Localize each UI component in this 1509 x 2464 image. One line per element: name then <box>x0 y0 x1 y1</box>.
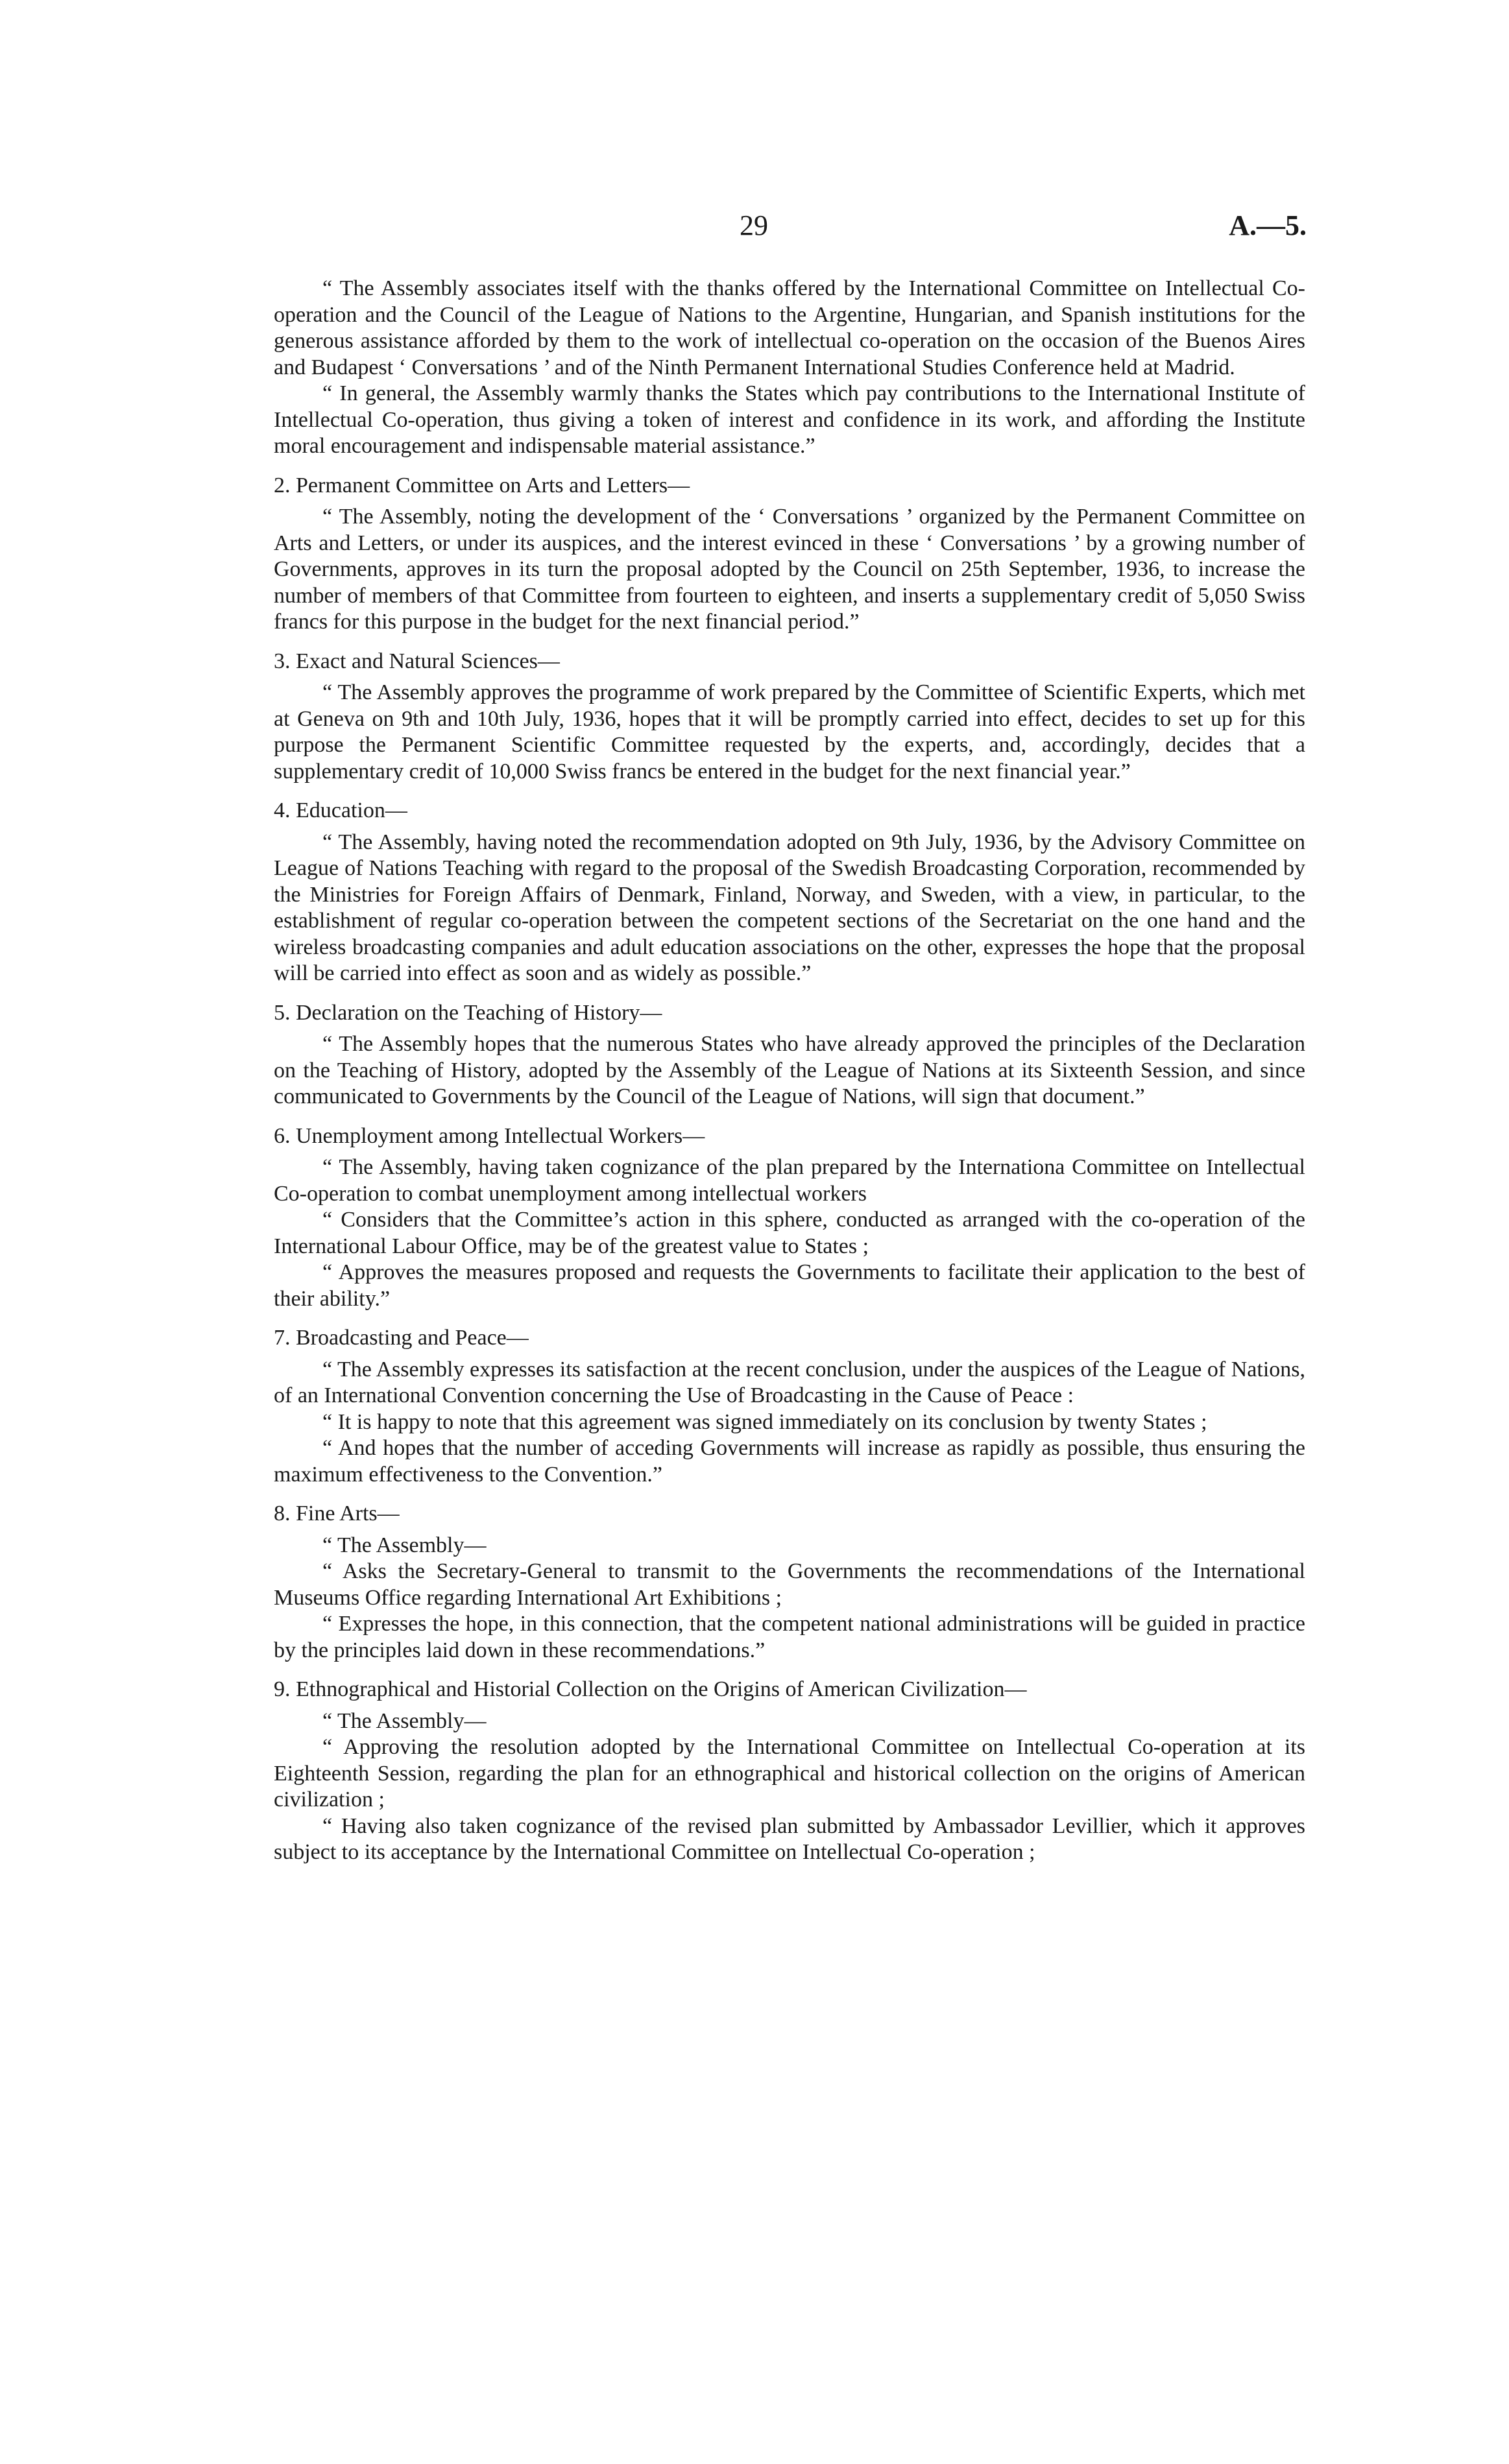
resolution-paragraph: “ Approving the resolution adopted by the International Committee on Intellectual Co-operation at its Eighteenth Session, regarding the plan for an ethnographical and historical collection on the origins of American civilization ; <box>274 1735 1305 1812</box>
resolution-paragraph: “ It is happy to note that this agreement was signed immediately on its conclusion by twenty States ; <box>322 1409 1207 1434</box>
resolution-paragraph: “ The Assembly, having taken cognizance of the plan prepared by the Internationa Committee on Intellectual Co-operation to combat unemployment among intellectual workers <box>274 1155 1305 1206</box>
section-number: 2. <box>274 473 291 497</box>
section-heading <box>274 473 1305 499</box>
section-title: Education— <box>296 798 407 822</box>
resolution-paragraph: “ Expresses the hope, in this connection, that the competent national administrations will be guided in practice by the principles laid down in these recommendations.” <box>274 1612 1305 1662</box>
section-permanent-committee-arts-letters <box>274 473 1305 636</box>
resolution-paragraph: “ The Assembly, noting the development of the ‘ Conversations ’ organized by the Permanent Committee on Arts and Letters, or under its auspices, and the interest evinced in these ‘ Conversations ’ by a growing number of Governments, approves in its turn the proposal adopted by the Council on 25th September, 1936, to increase the number of members of that Committee from fourteen to eighteen, and inserts a supplementary credit of 5,050 Swiss francs for this purpose in the budget for the next financial period.” <box>274 505 1305 634</box>
section-title: Exact and Natural Sciences— <box>296 649 560 673</box>
resolution-paragraph: “ The Assembly— <box>322 1533 487 1557</box>
section-heading <box>274 798 1305 824</box>
section-exact-natural-sciences <box>274 649 1305 785</box>
intro-paragraph: “ The Assembly associates itself with the thanks offered by the International Committee on Intellectual Co-operation and the Council of the League of Nations to the Argentine, Hungarian, and Spanish institutions for the generous assistance afforded by them to the work of intellectual co-operation on the occasion of the Buenos Aires and Budapest ‘ Conversations ’ and of the Ninth Permanent International Studies Conference held at Madrid. <box>274 276 1305 379</box>
resolution-paragraph: “ The Assembly hopes that the numerous States who have already approved the principles of the Declaration on the Teaching of History, adopted by the Assembly of the League of Nations at its Sixteenth Session, and since communicated to Governments by the Council of the League of Nations, will sign that document.” <box>274 1032 1305 1108</box>
section-unemployment-intellectual-workers <box>274 1123 1305 1313</box>
section-number: 5. <box>274 1000 291 1025</box>
section-title: Unemployment among Intellectual Workers— <box>296 1123 705 1148</box>
section-number: 8. <box>274 1501 291 1525</box>
section-teaching-of-history <box>274 1000 1305 1110</box>
section-title: Ethnographical and Historial Collection on the Origins of American Civilization— <box>296 1677 1027 1701</box>
page-number: 29 <box>740 209 768 241</box>
section-title: Declaration on the Teaching of History— <box>296 1000 662 1025</box>
section-number: 4. <box>274 798 291 822</box>
section-heading <box>274 1677 1305 1703</box>
resolution-paragraph: “ Approves the measures proposed and requests the Governments to facilitate their application to the best of their ability.” <box>274 1260 1305 1311</box>
section-heading <box>274 1000 1305 1027</box>
resolution-paragraph: “ The Assembly, having noted the recommendation adopted on 9th July, 1936, by the Advisory Committee on League of Nations Teaching with regard to the proposal of the Swedish Broadcasting Corporation, recommended by the Ministries for Foreign Affairs of Denmark, Finland, Norway, and Sweden, with a view, in particular, to the establishment of regular co-operation between the competent sections of the Secretariat on the one hand and the wireless broadcasting companies and adult education associations on the other, expresses the hope that the proposal will be carried into effect as soon and as widely as possible.” <box>274 830 1305 985</box>
document-body <box>274 276 1305 1866</box>
section-number: 6. <box>274 1123 291 1148</box>
section-title: Fine Arts— <box>296 1501 400 1525</box>
section-heading <box>274 1325 1305 1352</box>
section-education <box>274 798 1305 987</box>
section-heading <box>274 649 1305 675</box>
section-title: Broadcasting and Peace— <box>296 1326 529 1350</box>
section-ethnographical-historical-collection <box>274 1677 1305 1866</box>
resolution-paragraph: “ The Assembly expresses its satisfaction at the recent conclusion, under the auspices of the League of Nations, of an International Convention concerning the Use of Broadcasting in the Cause of Peace : <box>274 1357 1305 1407</box>
section-broadcasting-and-peace <box>274 1325 1305 1488</box>
section-heading <box>274 1501 1305 1527</box>
intro-paragraph: “ In general, the Assembly warmly thanks the States which pay contributions to the International Institute of Intellectual Co-operation, thus giving a token of interest and confidence in its work, and affording the Institute moral encouragement and indispensable material assistance.” <box>274 381 1305 458</box>
resolution-paragraph: “ Asks the Secretary-General to transmit to the Governments the recommendations of the International Museums Office regarding International Art Exhibitions ; <box>274 1559 1305 1610</box>
document-reference: A.—5. <box>1229 209 1307 241</box>
resolution-paragraph: “ The Assembly approves the programme of work prepared by the Committee of Scientific Experts, which met at Geneva on 9th and 10th July, 1936, hopes that it will be promptly carried into effect, decides to set up for this purpose the Permanent Scientific Committee requested by the experts, and, accordingly, decides that a supplementary credit of 10,000 Swiss francs be entered in the budget for the next financial year.” <box>274 680 1305 783</box>
resolution-paragraph: “ Having also taken cognizance of the revised plan submitted by Ambassador Levillier, which it approves subject to its acceptance by the International Committee on Intellectual Co-operation ; <box>274 1813 1305 1864</box>
section-fine-arts <box>274 1501 1305 1664</box>
section-number: 9. <box>274 1677 291 1701</box>
section-number: 7. <box>274 1326 291 1350</box>
resolution-paragraph: “ And hopes that the number of acceding Governments will increase as rapidly as possible, thus ensuring the maximum effectiveness to the Convention.” <box>274 1436 1305 1487</box>
section-heading <box>274 1123 1305 1150</box>
resolution-paragraph: “ The Assembly— <box>322 1708 487 1733</box>
resolution-paragraph: “ Considers that the Committee’s action in this sphere, conducted as arranged with the co-operation of the International Labour Office, may be of the greatest value to States ; <box>274 1208 1305 1258</box>
section-title: Permanent Committee on Arts and Letters— <box>296 473 690 497</box>
section-number: 3. <box>274 649 291 673</box>
